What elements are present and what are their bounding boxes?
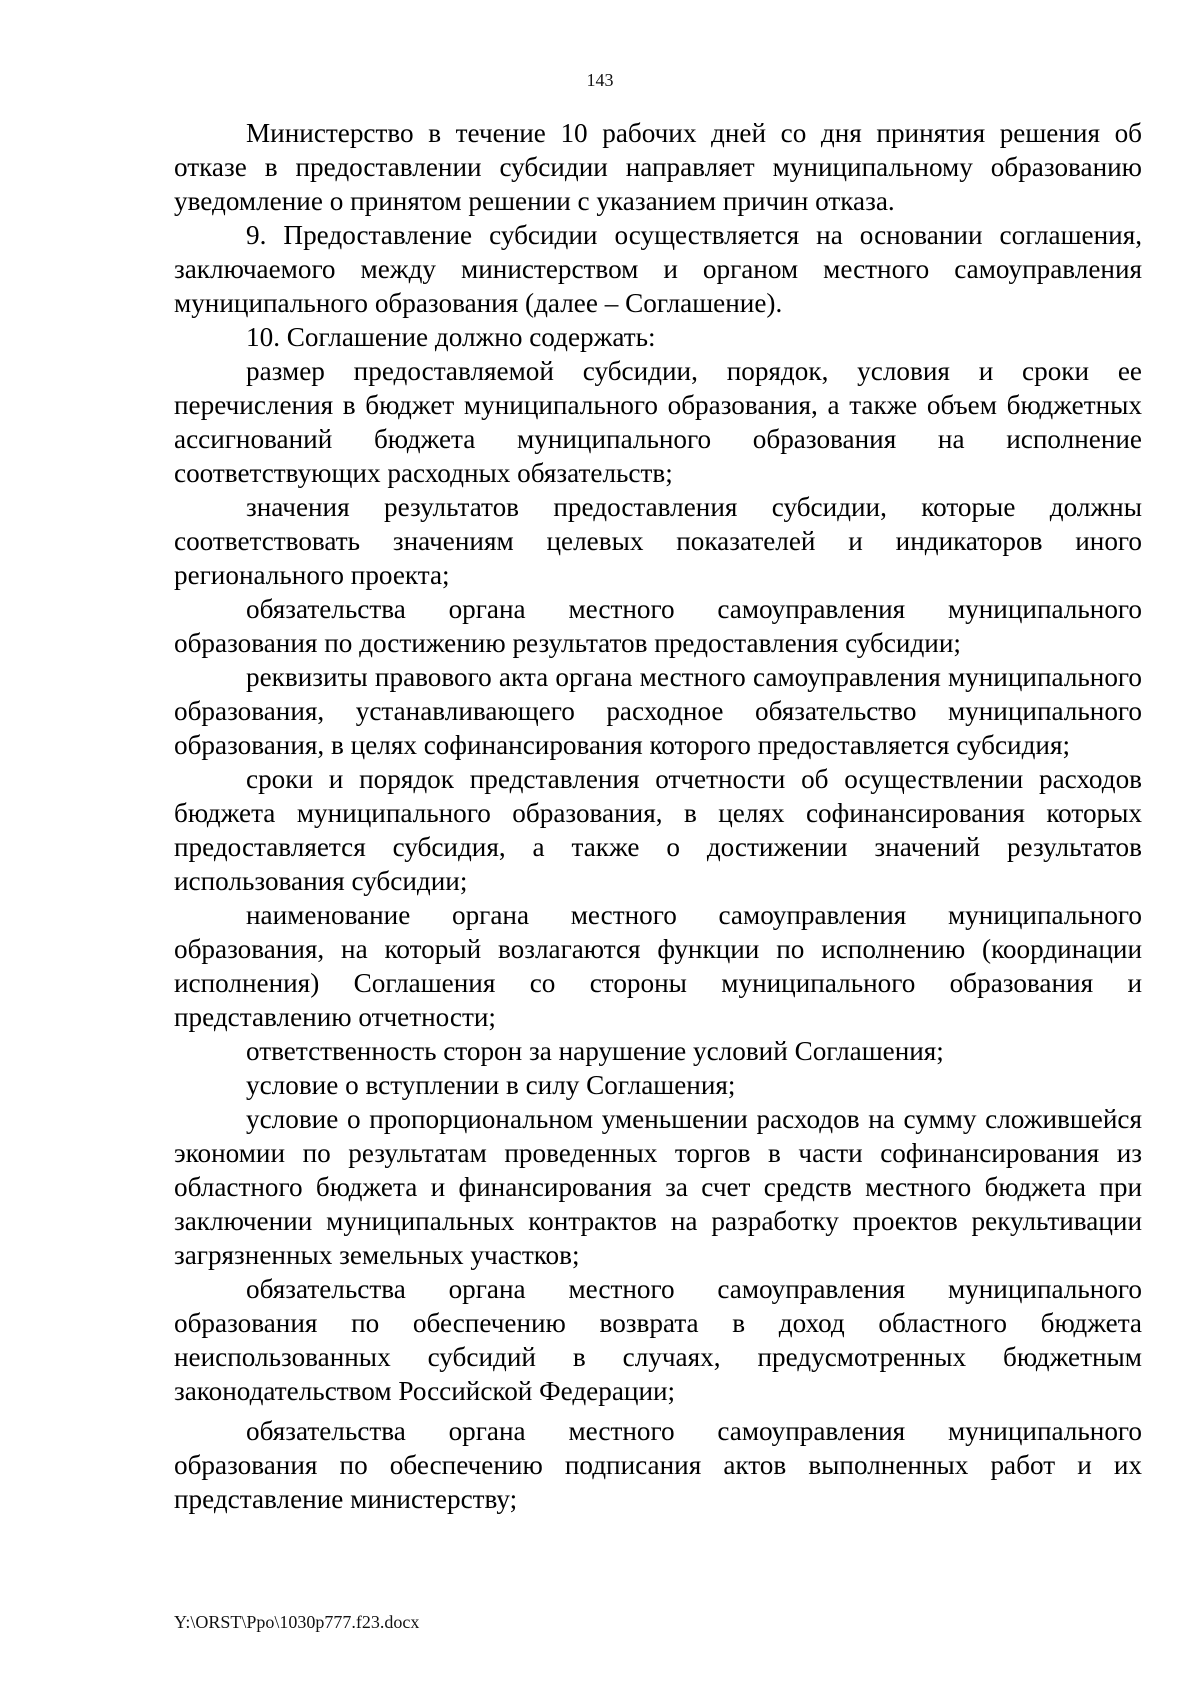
paragraph: реквизиты правового акта органа местного самоуправления муниципального образования, устанавливающего расходное обязательство муниципального образования, в целях софинансирования которого предоставляется субсидия; [174, 662, 1142, 760]
paragraph: наименование органа местного самоуправления муниципального образования, на который возлагаются функции по исполнению (координации исполнения) Соглашения со стороны муниципального образования и представлению отчетности; [174, 900, 1142, 1032]
paragraph: значения результатов предоставления субсидии, которые должны соответствовать значениям целевых показателей и индикаторов иного регионального проекта; [174, 492, 1142, 590]
paragraph: обязательства органа местного самоуправления муниципального образования по достижению результатов предоставления субсидии; [174, 594, 1142, 658]
paragraph: 10. Соглашение должно содержать: [246, 322, 656, 352]
page-number: 143 [586, 70, 614, 90]
paragraph: Министерство в течение 10 рабочих дней со дня принятия решения об отказе в предоставлении субсидии направляет муниципальному образованию уведомление о принятом решении с указанием причин отказа. [174, 118, 1142, 216]
paragraph: сроки и порядок представления отчетности об осуществлении расходов бюджета муниципального образования, в целях софинансирования которых предоставляется субсидия, а также о достижении значений результатов использования субсидии; [174, 764, 1142, 896]
paragraph: ответственность сторон за нарушение условий Соглашения; [246, 1036, 944, 1066]
paragraph: размер предоставляемой субсидии, порядок, условия и сроки ее перечисления в бюджет муниципального образования, а также объем бюджетных ассигнований бюджета муниципального образования на исполнение соответствующих расходных обязательств; [174, 356, 1142, 488]
paragraph: условие о вступлении в силу Соглашения; [246, 1070, 736, 1100]
paragraph: 9. Предоставление субсидии осуществляется на основании соглашения, заключаемого между министерством и органом местного самоуправления муниципального образования (далее – Соглашение). [174, 220, 1142, 318]
paragraph: обязательства органа местного самоуправления муниципального образования по обеспечению возврата в доход областного бюджета неиспользованных субсидий в случаях, предусмотренных бюджетным законодательством Российской Федерации; [174, 1274, 1142, 1406]
document-body [174, 116, 1142, 1516]
footer-file-path: Y:\ORST\Ppo\1030p777.f23.docx [174, 1612, 420, 1632]
paragraph: обязательства органа местного самоуправления муниципального образования по обеспечению подписания актов выполненных работ и их представление министерству; [174, 1416, 1142, 1514]
paragraph: условие о пропорциональном уменьшении расходов на сумму сложившейся экономии по результатам проведенных торгов в части софинансирования из областного бюджета и финансирования за счет средств местного бюджета при заключении муниципальных контрактов на разработку проектов рекультивации загрязненных земельных участков; [174, 1104, 1142, 1270]
